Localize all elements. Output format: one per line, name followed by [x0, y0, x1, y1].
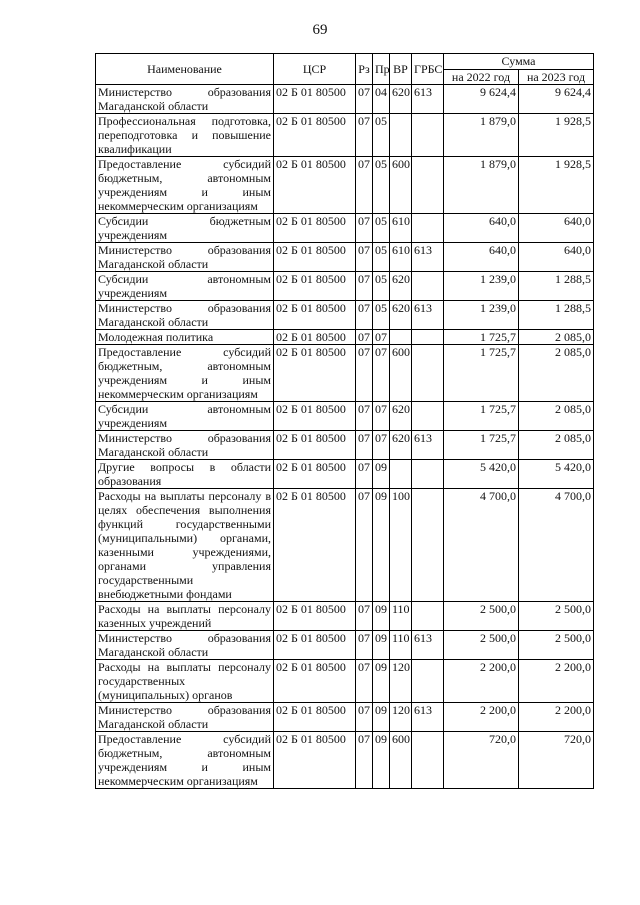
- table-row: [96, 460, 594, 489]
- header-vr: ВР: [390, 54, 412, 85]
- cell-pr: 05: [373, 157, 390, 214]
- cell-code: 02 Б 01 80500: [274, 272, 356, 301]
- cell-sum-2023: 4 700,0: [519, 489, 594, 602]
- header-year-2023: на 2023 год: [519, 69, 594, 85]
- cell-code: 02 Б 01 80500: [274, 703, 356, 732]
- cell-rz: 07: [356, 330, 373, 345]
- table-row: [96, 402, 594, 431]
- header-pr: Пр: [373, 54, 390, 85]
- cell-code: 02 Б 01 80500: [274, 431, 356, 460]
- cell-code: 02 Б 01 80500: [274, 301, 356, 330]
- table-row: [96, 660, 594, 703]
- cell-name: Министерство образования Магаданской области: [96, 243, 274, 272]
- cell-sum-2022: 5 420,0: [444, 460, 519, 489]
- cell-rz: 07: [356, 301, 373, 330]
- cell-vr: 110: [390, 602, 412, 631]
- cell-pr: 05: [373, 114, 390, 157]
- cell-sum-2023: 2 200,0: [519, 703, 594, 732]
- table-row: [96, 345, 594, 402]
- cell-rz: 07: [356, 114, 373, 157]
- cell-grbs: [412, 157, 444, 214]
- cell-pr: 09: [373, 732, 390, 789]
- cell-name: Молодежная политика: [96, 330, 274, 345]
- cell-sum-2023: 640,0: [519, 214, 594, 243]
- cell-sum-2022: 1 239,0: [444, 301, 519, 330]
- cell-code: 02 Б 01 80500: [274, 460, 356, 489]
- cell-rz: 07: [356, 460, 373, 489]
- cell-name: Министерство образования Магаданской области: [96, 301, 274, 330]
- cell-sum-2023: 2 085,0: [519, 345, 594, 402]
- cell-code: 02 Б 01 80500: [274, 85, 356, 114]
- cell-grbs: [412, 114, 444, 157]
- cell-grbs: [412, 489, 444, 602]
- cell-sum-2022: 2 200,0: [444, 703, 519, 732]
- cell-code: 02 Б 01 80500: [274, 157, 356, 214]
- cell-sum-2023: 2 200,0: [519, 660, 594, 703]
- table-row: [96, 114, 594, 157]
- header-grbs: ГРБС: [412, 54, 444, 85]
- table-row: [96, 301, 594, 330]
- cell-sum-2022: 1 879,0: [444, 157, 519, 214]
- table-row: [96, 489, 594, 602]
- cell-name: Субсидии автономным учреждениям: [96, 402, 274, 431]
- cell-rz: 07: [356, 85, 373, 114]
- cell-grbs: 613: [412, 631, 444, 660]
- table-body: [96, 85, 594, 789]
- cell-pr: 09: [373, 460, 390, 489]
- cell-vr: 610: [390, 243, 412, 272]
- cell-sum-2022: 2 500,0: [444, 602, 519, 631]
- cell-pr: 07: [373, 431, 390, 460]
- cell-code: 02 Б 01 80500: [274, 489, 356, 602]
- cell-sum-2022: 1 725,7: [444, 345, 519, 402]
- cell-sum-2022: 1 725,7: [444, 330, 519, 345]
- table-row: [96, 732, 594, 789]
- cell-pr: 09: [373, 703, 390, 732]
- cell-grbs: 613: [412, 85, 444, 114]
- cell-sum-2022: 4 700,0: [444, 489, 519, 602]
- header-sum: Сумма: [444, 54, 594, 70]
- cell-name: Министерство образования Магаданской области: [96, 631, 274, 660]
- cell-vr: 620: [390, 85, 412, 114]
- cell-pr: 05: [373, 243, 390, 272]
- cell-pr: 07: [373, 402, 390, 431]
- cell-sum-2023: 1 288,5: [519, 272, 594, 301]
- cell-sum-2023: 2 085,0: [519, 431, 594, 460]
- table-row: [96, 85, 594, 114]
- cell-rz: 07: [356, 489, 373, 602]
- cell-sum-2023: 2 085,0: [519, 330, 594, 345]
- cell-sum-2022: 1 725,7: [444, 402, 519, 431]
- header-rz: Рз: [356, 54, 373, 85]
- cell-sum-2023: 640,0: [519, 243, 594, 272]
- cell-name: Предоставление субсидий бюджетным, автономным учреждениям и иным некоммерческим организациям: [96, 732, 274, 789]
- cell-code: 02 Б 01 80500: [274, 660, 356, 703]
- cell-vr: 100: [390, 489, 412, 602]
- cell-name: Расходы на выплаты персоналу казенных учреждений: [96, 602, 274, 631]
- table-row: [96, 631, 594, 660]
- cell-vr: [390, 114, 412, 157]
- cell-grbs: [412, 272, 444, 301]
- cell-rz: 07: [356, 345, 373, 402]
- cell-grbs: 613: [412, 703, 444, 732]
- cell-name: Субсидии автономным учреждениям: [96, 272, 274, 301]
- cell-rz: 07: [356, 272, 373, 301]
- budget-table: [95, 53, 594, 789]
- cell-code: 02 Б 01 80500: [274, 114, 356, 157]
- cell-vr: 110: [390, 631, 412, 660]
- cell-sum-2023: 5 420,0: [519, 460, 594, 489]
- cell-pr: 07: [373, 330, 390, 345]
- cell-grbs: [412, 402, 444, 431]
- cell-rz: 07: [356, 703, 373, 732]
- cell-code: 02 Б 01 80500: [274, 602, 356, 631]
- cell-grbs: 613: [412, 243, 444, 272]
- cell-sum-2022: 9 624,4: [444, 85, 519, 114]
- cell-vr: 120: [390, 703, 412, 732]
- header-year-2022: на 2022 год: [444, 69, 519, 85]
- cell-grbs: [412, 330, 444, 345]
- cell-pr: 05: [373, 214, 390, 243]
- cell-pr: 09: [373, 660, 390, 703]
- cell-pr: 07: [373, 345, 390, 402]
- cell-name: Предоставление субсидий бюджетным, автономным учреждениям и иным некоммерческим организациям: [96, 345, 274, 402]
- cell-name: Субсидии бюджетным учреждениям: [96, 214, 274, 243]
- cell-pr: 09: [373, 489, 390, 602]
- cell-sum-2023: 1 928,5: [519, 114, 594, 157]
- cell-code: 02 Б 01 80500: [274, 732, 356, 789]
- cell-sum-2022: 2 500,0: [444, 631, 519, 660]
- cell-pr: 05: [373, 301, 390, 330]
- cell-vr: [390, 460, 412, 489]
- cell-vr: 600: [390, 157, 412, 214]
- cell-name: Расходы на выплаты персоналу государственных (муниципальных) органов: [96, 660, 274, 703]
- cell-sum-2022: 640,0: [444, 214, 519, 243]
- cell-code: 02 Б 01 80500: [274, 402, 356, 431]
- cell-rz: 07: [356, 431, 373, 460]
- table-header: [96, 54, 594, 85]
- cell-rz: 07: [356, 243, 373, 272]
- cell-sum-2023: 1 288,5: [519, 301, 594, 330]
- cell-name: Профессиональная подготовка, переподготовка и повышение квалификации: [96, 114, 274, 157]
- cell-sum-2023: 9 624,4: [519, 85, 594, 114]
- cell-name: Министерство образования Магаданской области: [96, 85, 274, 114]
- cell-vr: 620: [390, 431, 412, 460]
- table-row: [96, 157, 594, 214]
- cell-grbs: [412, 345, 444, 402]
- cell-code: 02 Б 01 80500: [274, 330, 356, 345]
- cell-sum-2023: 720,0: [519, 732, 594, 789]
- cell-grbs: [412, 602, 444, 631]
- cell-pr: 09: [373, 631, 390, 660]
- cell-grbs: [412, 460, 444, 489]
- cell-sum-2023: 2 500,0: [519, 631, 594, 660]
- cell-sum-2022: 1 239,0: [444, 272, 519, 301]
- page-number: 69: [312, 22, 328, 38]
- cell-sum-2022: 1 725,7: [444, 431, 519, 460]
- cell-rz: 07: [356, 732, 373, 789]
- cell-rz: 07: [356, 214, 373, 243]
- cell-grbs: [412, 732, 444, 789]
- cell-vr: 600: [390, 345, 412, 402]
- cell-vr: 120: [390, 660, 412, 703]
- cell-vr: 620: [390, 272, 412, 301]
- cell-code: 02 Б 01 80500: [274, 631, 356, 660]
- cell-code: 02 Б 01 80500: [274, 243, 356, 272]
- cell-name: Другие вопросы в области образования: [96, 460, 274, 489]
- cell-code: 02 Б 01 80500: [274, 345, 356, 402]
- cell-vr: [390, 330, 412, 345]
- cell-vr: 620: [390, 402, 412, 431]
- cell-grbs: 613: [412, 301, 444, 330]
- cell-sum-2022: 1 879,0: [444, 114, 519, 157]
- table-row: [96, 431, 594, 460]
- cell-sum-2022: 2 200,0: [444, 660, 519, 703]
- cell-sum-2022: 640,0: [444, 243, 519, 272]
- cell-name: Предоставление субсидий бюджетным, автономным учреждениям и иным некоммерческим организациям: [96, 157, 274, 214]
- cell-rz: 07: [356, 157, 373, 214]
- cell-pr: 05: [373, 272, 390, 301]
- table-row: [96, 243, 594, 272]
- table-row: [96, 703, 594, 732]
- cell-rz: 07: [356, 660, 373, 703]
- cell-code: 02 Б 01 80500: [274, 214, 356, 243]
- table-row: [96, 214, 594, 243]
- header-code: ЦСР: [274, 54, 356, 85]
- header-name: Наименование: [96, 54, 274, 85]
- cell-pr: 04: [373, 85, 390, 114]
- table-row: [96, 330, 594, 345]
- cell-name: Министерство образования Магаданской области: [96, 703, 274, 732]
- cell-sum-2022: 720,0: [444, 732, 519, 789]
- cell-rz: 07: [356, 602, 373, 631]
- cell-name: Расходы на выплаты персоналу в целях обеспечения выполнения функций государственными (муниципальными) органами, казенными учреждениями, органами управления государственными внебюджетными фондами: [96, 489, 274, 602]
- cell-rz: 07: [356, 402, 373, 431]
- cell-grbs: [412, 660, 444, 703]
- cell-sum-2023: 2 085,0: [519, 402, 594, 431]
- cell-vr: 600: [390, 732, 412, 789]
- cell-grbs: [412, 214, 444, 243]
- cell-grbs: 613: [412, 431, 444, 460]
- cell-sum-2023: 1 928,5: [519, 157, 594, 214]
- cell-sum-2023: 2 500,0: [519, 602, 594, 631]
- cell-name: Министерство образования Магаданской области: [96, 431, 274, 460]
- table-row: [96, 272, 594, 301]
- table-row: [96, 602, 594, 631]
- cell-pr: 09: [373, 602, 390, 631]
- cell-vr: 610: [390, 214, 412, 243]
- cell-rz: 07: [356, 631, 373, 660]
- cell-vr: 620: [390, 301, 412, 330]
